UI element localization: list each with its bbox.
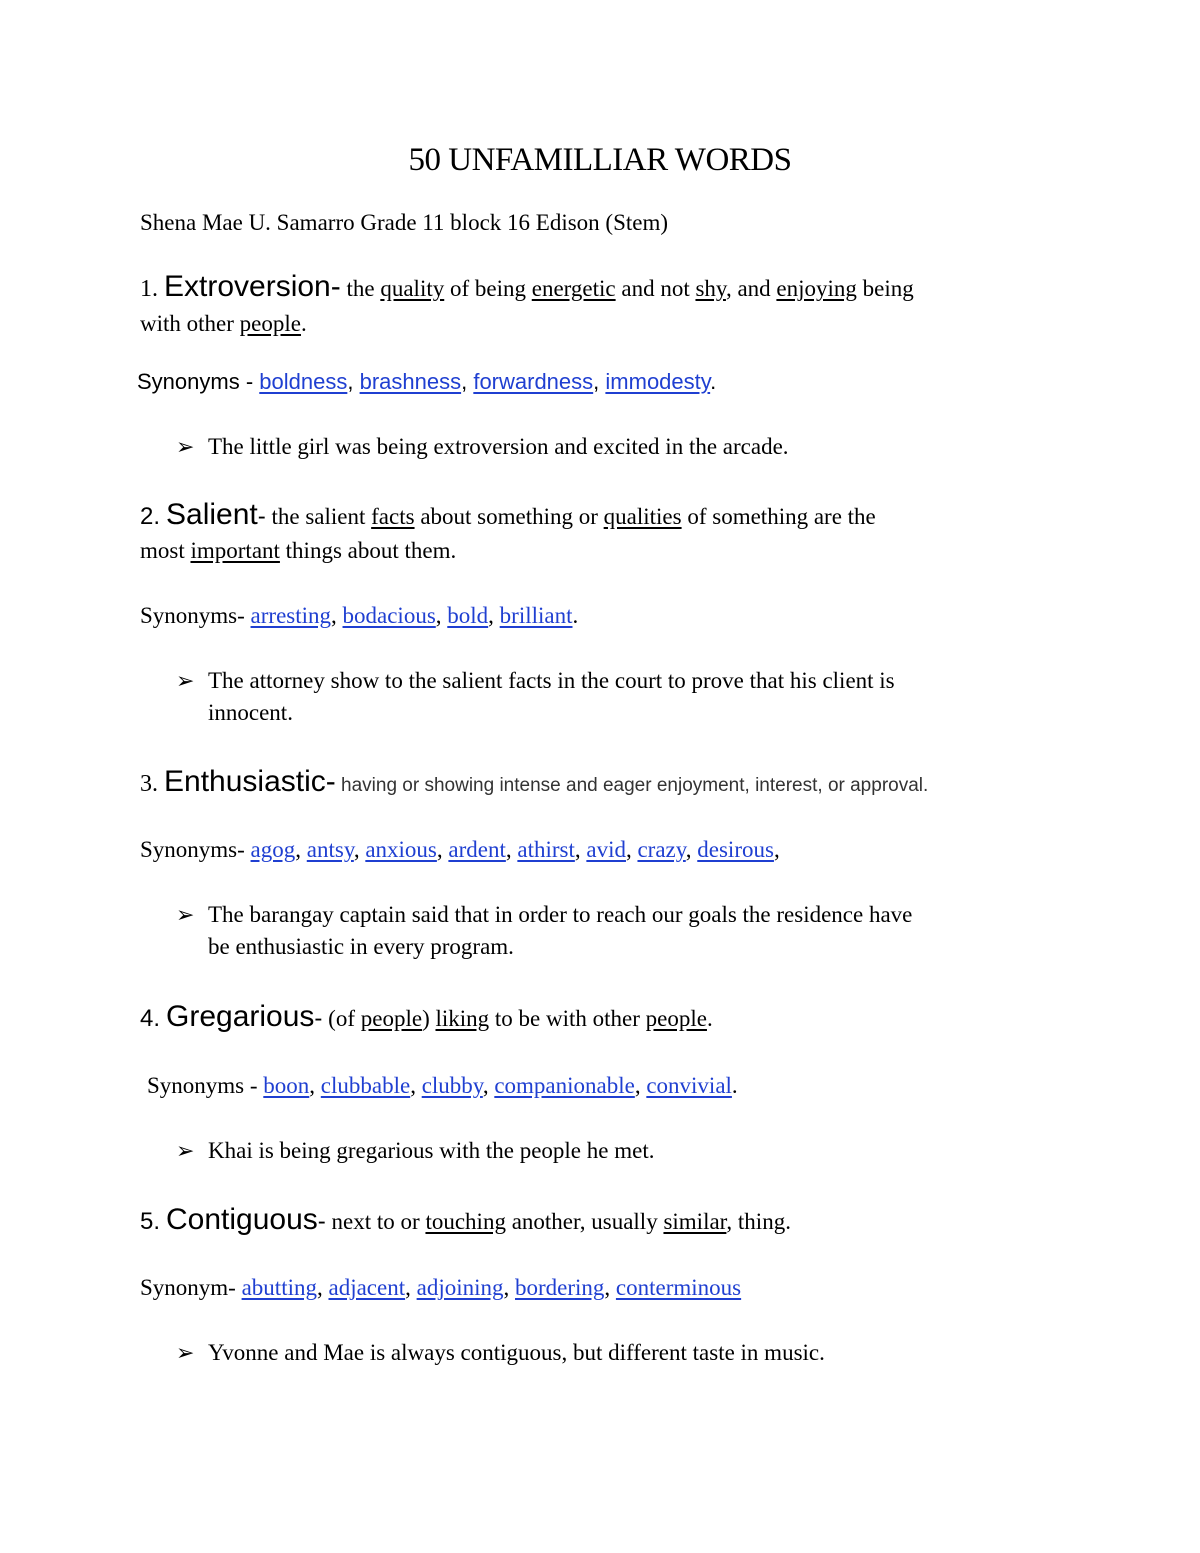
synonym-link[interactable]: crazy — [637, 837, 686, 862]
definition-keyword: energetic — [531, 276, 616, 301]
definition-text: ) — [422, 1006, 436, 1031]
synonyms-end: , — [773, 837, 780, 862]
entry-2-heading — [140, 498, 876, 532]
definition-text: of something are the — [681, 504, 876, 529]
synonyms-label: Synonyms - — [147, 1073, 264, 1098]
synonyms-label: Synonyms- — [140, 603, 251, 628]
synonym-link[interactable]: immodesty — [605, 369, 711, 394]
entry-5-heading — [140, 1203, 791, 1237]
definition-text: to be with other — [489, 1006, 646, 1031]
entry-dash: - — [317, 1208, 326, 1235]
synonym-link[interactable]: forwardness — [473, 369, 594, 394]
definition-text: . — [300, 311, 307, 336]
definition-text: of being — [444, 276, 532, 301]
entry-dash: - — [325, 765, 336, 798]
entry-term: Enthusiastic — [164, 765, 326, 798]
synonyms-end: . — [710, 369, 717, 394]
definition-text: , and — [725, 276, 777, 301]
entry-number: 5. — [140, 1208, 161, 1235]
document-title: 50 UNFAMILLIAR WORDS — [408, 142, 792, 178]
definition-keyword: people — [239, 311, 301, 336]
entry-1-definition-line2 — [140, 311, 307, 337]
entry-term: Contiguous — [166, 1203, 318, 1236]
definition-text: having or showing intense and eager enjoyment, interest, or approval. — [335, 775, 929, 796]
definition-text: another, usually — [505, 1209, 664, 1234]
synonyms-end: . — [731, 1073, 738, 1098]
entry-2-example — [176, 668, 895, 694]
entry-3-example-line2: be enthusiastic in every program. — [208, 934, 514, 959]
definition-text: most — [140, 538, 191, 563]
definition-text: about something or — [414, 504, 604, 529]
entry-4-example — [176, 1138, 654, 1164]
synonym-link[interactable]: adjacent — [328, 1275, 406, 1300]
entry-number: 3. — [140, 771, 158, 797]
definition-keyword: quality — [380, 276, 445, 301]
entry-5-example — [176, 1340, 825, 1366]
definition-keyword: touching — [425, 1209, 506, 1234]
entry-dash: - — [330, 270, 341, 303]
arrow-bullet-icon: ➢ — [176, 902, 195, 927]
synonym-link[interactable]: conterminous — [615, 1275, 742, 1300]
example-sentence: The attorney show to the salient facts in the court to prove that his client is — [208, 668, 895, 693]
synonym-link[interactable]: athirst — [517, 837, 575, 862]
entry-1-synonyms: Synonyms - boldness, brashness, forwardness, immodesty. — [137, 369, 717, 394]
definition-keyword: people — [645, 1006, 707, 1031]
synonym-link[interactable]: agog — [250, 837, 296, 862]
synonyms-label: Synonyms - — [137, 369, 260, 394]
definition-keyword: people — [360, 1006, 423, 1031]
arrow-bullet-icon: ➢ — [176, 1138, 195, 1163]
definition-keyword: liking — [435, 1006, 490, 1031]
entry-term: Extroversion — [164, 270, 331, 303]
synonym-link[interactable]: antsy — [306, 837, 354, 862]
entry-2-example-line2: innocent. — [208, 700, 293, 725]
definition-text: things about them. — [279, 538, 457, 563]
synonym-link[interactable]: bold — [447, 603, 489, 628]
example-sentence: The little girl was being extroversion and excited in the arcade. — [208, 434, 789, 459]
definition-keyword: important — [190, 538, 280, 563]
arrow-bullet-icon: ➢ — [176, 668, 195, 693]
arrow-bullet-icon: ➢ — [176, 434, 195, 459]
definition-text: . — [706, 1006, 713, 1031]
definition-text: next to or — [325, 1209, 426, 1234]
synonym-link[interactable]: bodacious — [342, 603, 436, 628]
synonym-link[interactable]: bordering — [515, 1275, 605, 1300]
synonym-link[interactable]: boon — [263, 1073, 310, 1098]
synonym-link[interactable]: brilliant — [499, 603, 573, 628]
definition-text: (of — [322, 1006, 361, 1031]
example-sentence: The barangay captain said that in order to reach our goals the residence have — [208, 902, 913, 927]
definition-keyword: qualities — [603, 504, 682, 529]
entry-term: Salient — [166, 498, 258, 531]
example-sentence: Yvonne and Mae is always contiguous, but different taste in music. — [208, 1340, 825, 1365]
synonym-link[interactable]: brashness — [359, 369, 462, 394]
entry-3-synonyms: Synonyms- agog, antsy, anxious, ardent, athirst, avid, crazy, desirous, — [140, 837, 780, 862]
synonym-link[interactable]: ardent — [448, 837, 506, 862]
entry-4-synonyms: Synonyms - boon, clubbable, clubby, companionable, convivial. — [147, 1073, 738, 1098]
synonym-link[interactable]: desirous — [697, 837, 774, 862]
definition-text: the — [340, 276, 381, 301]
entry-5-synonyms: Synonym- abutting, adjacent, adjoining, bordering, conterminous — [140, 1275, 742, 1300]
synonym-link[interactable]: convivial — [646, 1073, 732, 1098]
entry-1-heading — [140, 270, 914, 304]
entry-2-definition-line2 — [140, 538, 456, 564]
example-sentence: Khai is being gregarious with the people he met. — [208, 1138, 655, 1163]
entry-dash: - — [314, 1005, 323, 1032]
definition-keyword: facts — [371, 504, 415, 529]
definition-text: with other — [140, 311, 240, 336]
entry-2-synonyms: Synonyms- arresting, bodacious, bold, brilliant. — [140, 603, 579, 628]
entry-1-example — [176, 434, 789, 460]
synonyms-end: . — [572, 603, 579, 628]
definition-text: , thing. — [726, 1209, 791, 1234]
entry-3-example — [176, 902, 912, 928]
entry-dash: - — [257, 503, 266, 530]
synonym-link[interactable]: anxious — [365, 837, 437, 862]
synonym-link[interactable]: clubby — [421, 1073, 483, 1098]
entry-term: Gregarious — [166, 1000, 315, 1033]
arrow-bullet-icon: ➢ — [176, 1340, 195, 1365]
definition-keyword: shy — [695, 276, 726, 301]
entry-number: 4. — [140, 1005, 161, 1032]
synonym-link[interactable]: companionable — [494, 1073, 635, 1098]
synonym-link[interactable]: adjoining — [416, 1275, 504, 1300]
definition-keyword: enjoying — [776, 276, 857, 301]
entry-number: 1. — [140, 276, 158, 302]
definition-keyword: similar — [663, 1209, 727, 1234]
synonyms-label: Synonym- — [140, 1275, 242, 1300]
synonym-link[interactable]: abutting — [241, 1275, 317, 1300]
entry-4-heading — [140, 1000, 713, 1034]
entry-3-heading — [140, 765, 928, 799]
entry-number: 2. — [140, 503, 161, 530]
synonyms-label: Synonyms- — [140, 837, 251, 862]
synonym-link[interactable]: boldness — [259, 369, 348, 394]
author-line: Shena Mae U. Samarro Grade 11 block 16 Edison (Stem) — [140, 210, 669, 235]
synonym-link[interactable]: clubbable — [320, 1073, 411, 1098]
synonym-link[interactable]: arresting — [250, 603, 332, 628]
definition-text: being — [856, 276, 914, 301]
definition-text: and not — [615, 276, 696, 301]
definition-text: the salient — [265, 504, 372, 529]
synonym-link[interactable]: avid — [586, 837, 626, 862]
